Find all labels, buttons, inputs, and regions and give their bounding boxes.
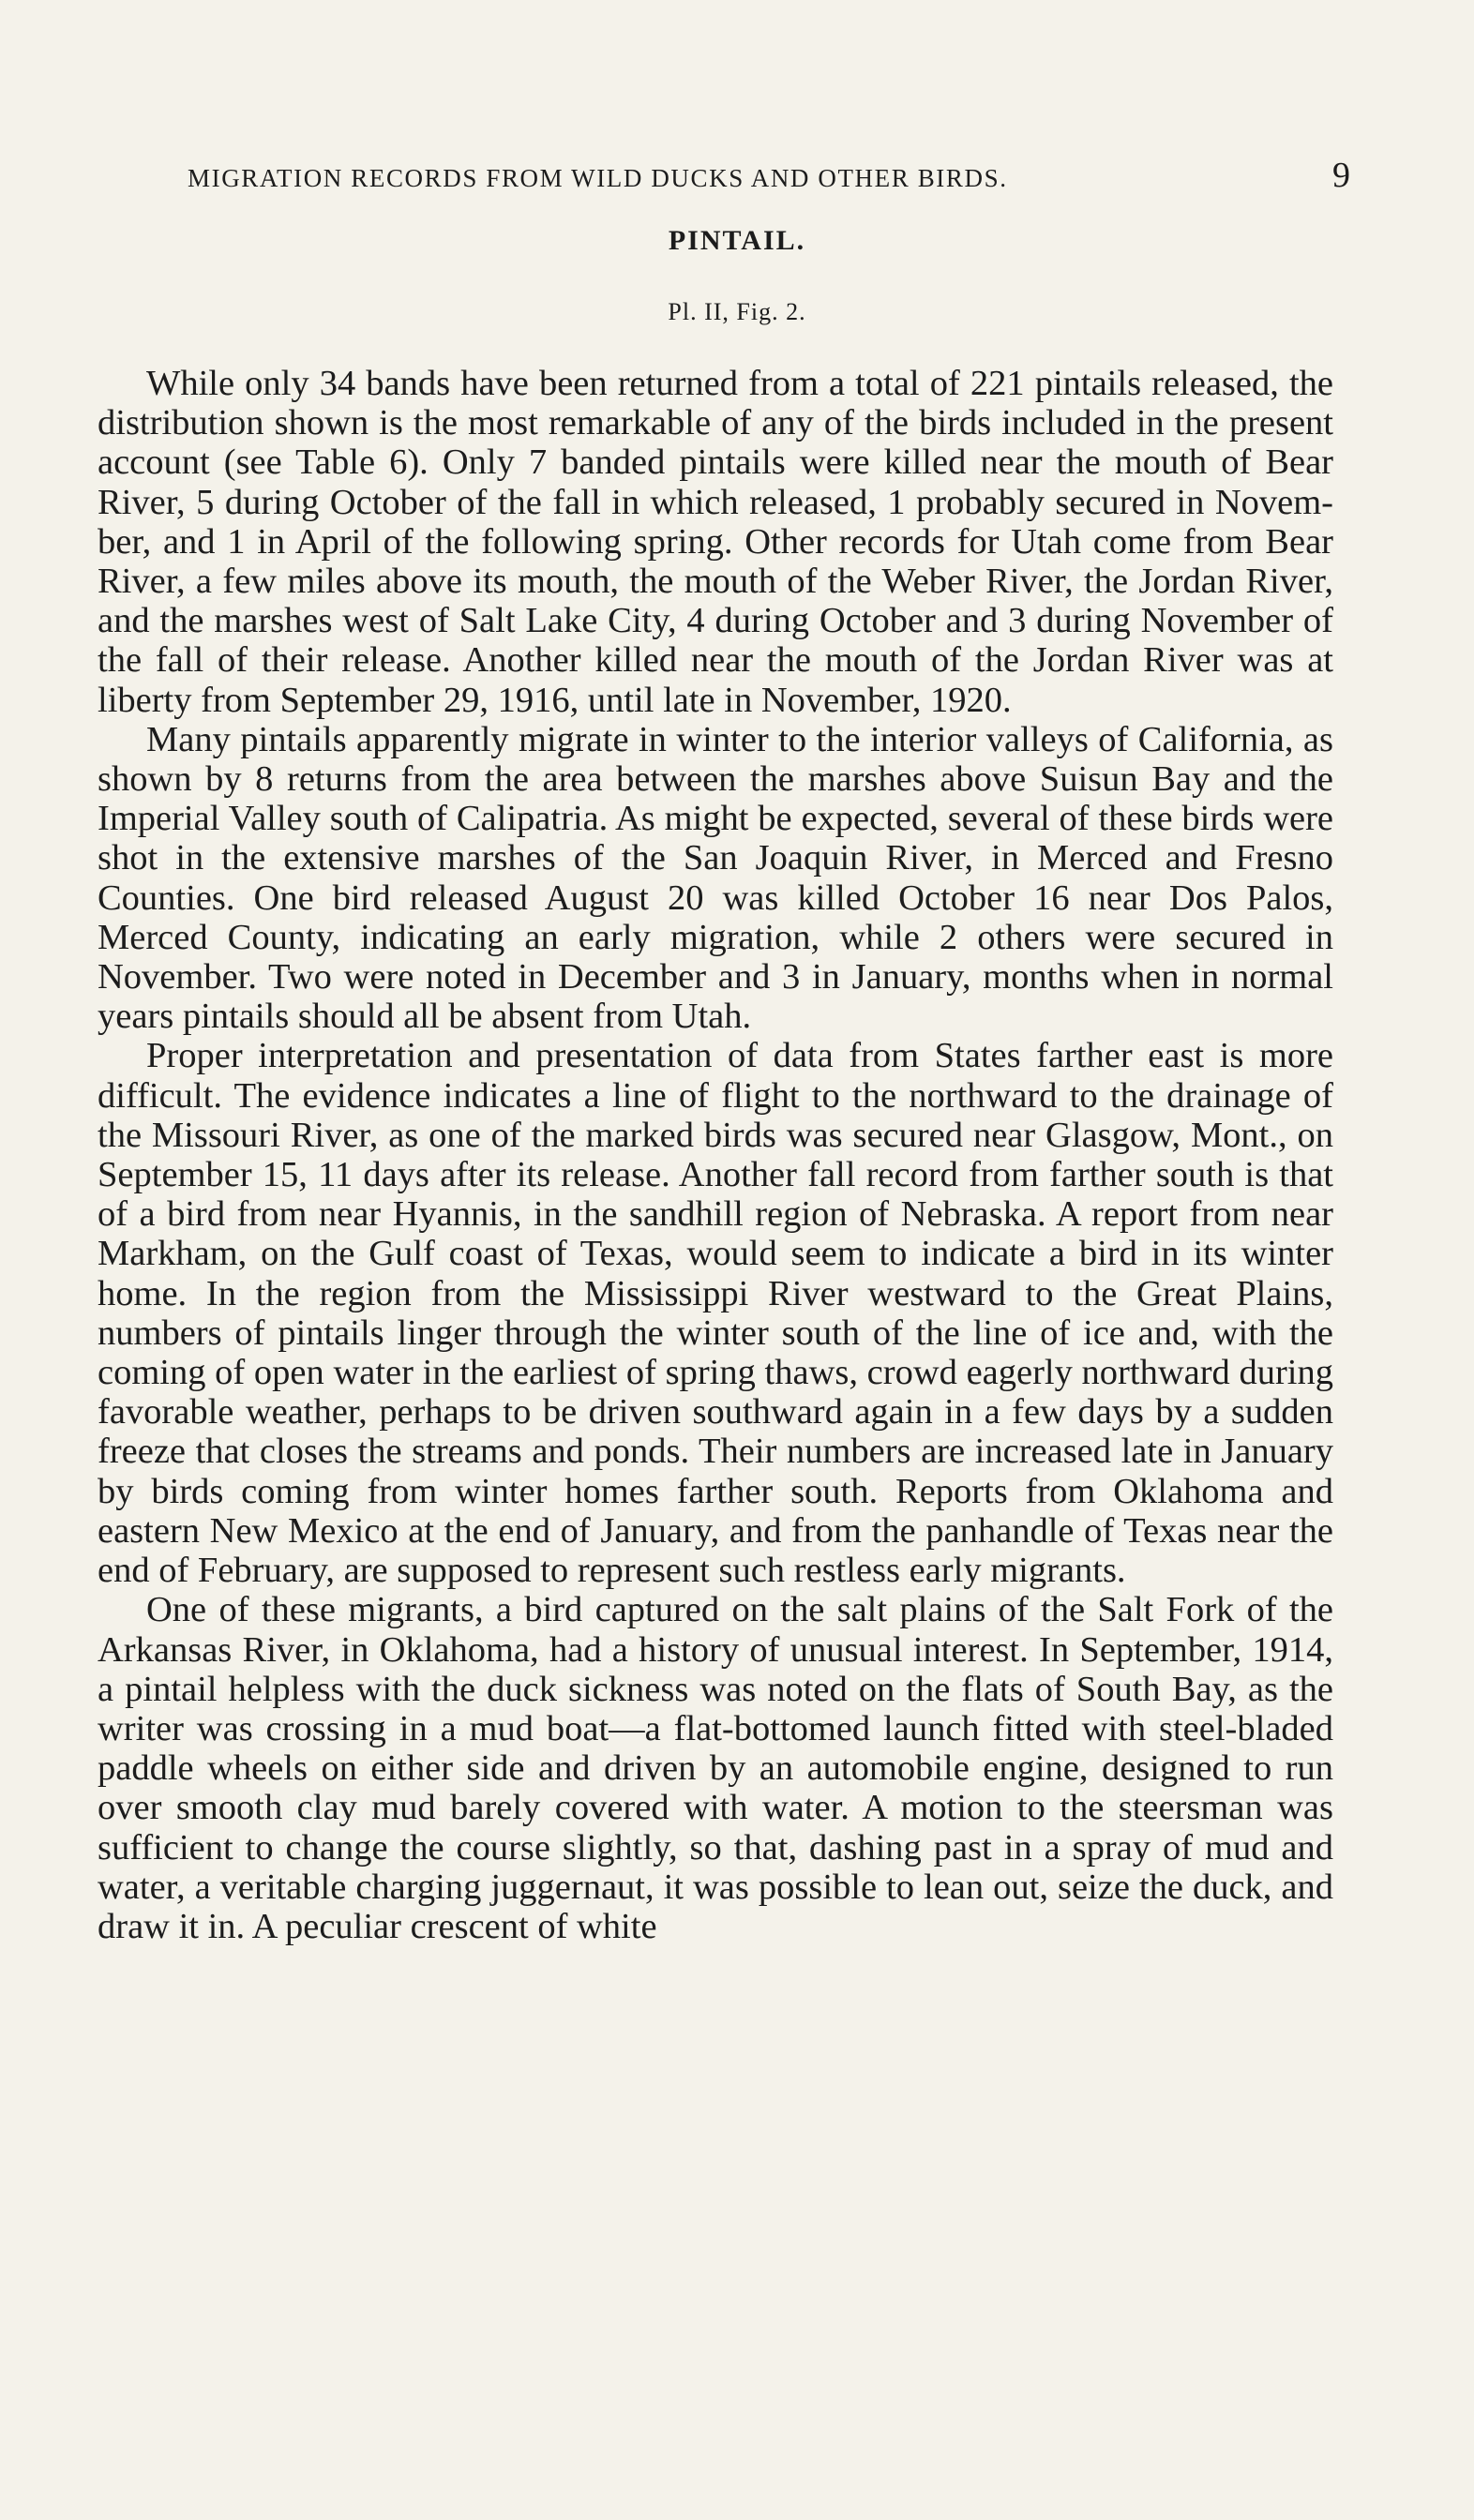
page-number: 9 <box>1332 156 1350 195</box>
running-head <box>188 155 1350 196</box>
paragraph: Proper interpretation and presentation of data from States farther east is more difficult. The evidence indicates a line of flight to the northward to the drainage of the Missouri River, as one of the marked birds was secured near Glasgow, Mont., on September 15, 11 days after its release. Another fall record from farther south is that of a bird from near Hyannis, in the sandhill region of Nebraska. A report from near Markham, on the Gulf coast of Texas, would seem to indicate a bird in its winter home. In the region from the Mississippi River westward to the Great Plains, numbers of pintails linger through the winter south of the line of ice and, with the coming of open water in the earliest of spring thaws, crowd eagerly northward during favorable weather, perhaps to be driven southward again in a few days by a sudden freeze that closes the streams and ponds. Their numbers are increased late in January by birds coming from winter homes farther south. Reports from Oklahoma and eastern New Mexico at the end of January, and from the panhandle of Texas near the end of February, are supposed to represent such restless early migrants. <box>98 1036 1333 1591</box>
body-text <box>98 364 1333 1946</box>
paragraph: Many pintails apparently migrate in winter to the interior valleys of California, as shown by 8 returns from the area between the marshes above Suisun Bay and the Imperial Valley south of Calipatria. As might be expected, several of these birds were shot in the extensive marshes of the San Joaquin River, in Merced and Fresno Counties. One bird released August 20 was killed October 16 near Dos Palos, Merced County, indicating an early migration, while 2 others were secured in November. Two were noted in December and 3 in January, months when in normal years pintails should all be absent from Utah. <box>98 719 1333 1037</box>
plate-reference: Pl. II, Fig. 2. <box>668 298 806 325</box>
paragraph: While only 34 bands have been returned from a total of 221 pintails released, the distribution shown is the most remarkable of any of the birds included in the present account (see Table 6). Only 7 banded pintails were killed near the mouth of Bear River, 5 during October of the fall in which released, 1 probably secured in November, and 1 in April of the following spring. Other records for Utah come from Bear River, a few miles above its mouth, the mouth of the Weber River, the Jordan River, and the marshes west of Salt Lake City, 4 during October and 3 during November of the fall of their release. Another killed near the mouth of the Jordan River was at liberty from September 29, 1916, until late in November, 1920. <box>98 364 1333 720</box>
section-title: PINTAIL. <box>668 225 806 256</box>
running-title: MIGRATION RECORDS FROM WILD DUCKS AND OTHER BIRDS. <box>188 164 1008 192</box>
paragraph: One of these migrants, a bird captured on the salt plains of the Salt Fork of the Arkansas River, in Oklahoma, had a history of unusual interest. In September, 1914, a pintail helpless with the duck sickness was noted on the flats of South Bay, as the writer was crossing in a mud boat—a flat-bottomed launch fitted with steel-bladed paddle wheels on either side and driven by an automobile engine, designed to run over smooth clay mud barely covered with water. A motion to the steersman was sufficient to change the course slightly, so that, dashing past in a spray of mud and water, a veritable charging juggernaut, it was possible to lean out, seize the duck, and draw it in. A peculiar crescent of white <box>98 1590 1333 1946</box>
